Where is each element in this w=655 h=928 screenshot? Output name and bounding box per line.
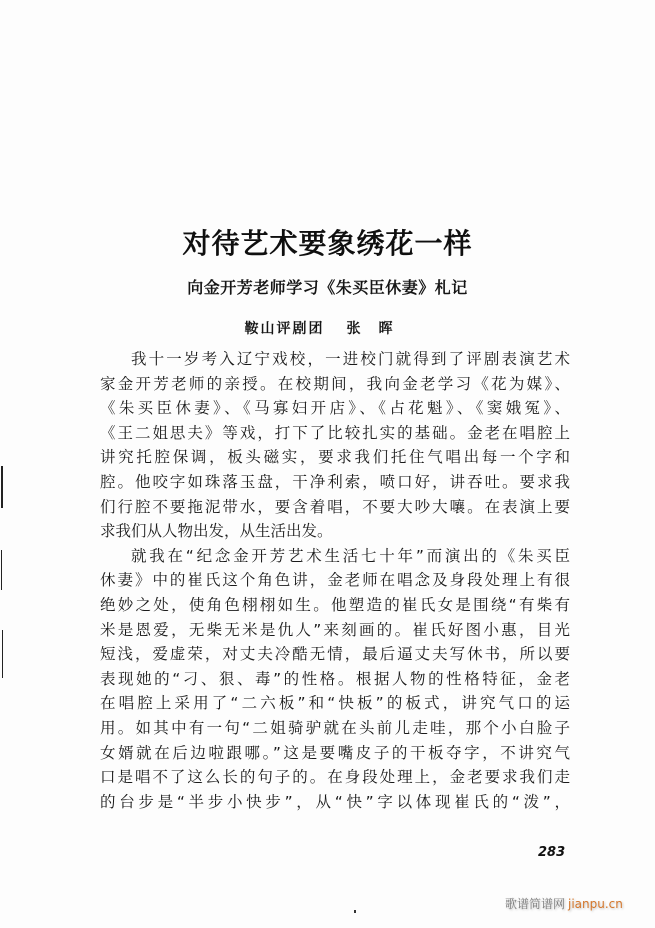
- scan-edge-mark: [2, 630, 3, 678]
- scan-speck: [354, 910, 356, 913]
- body-line: 家金开芳老师的亲授。在校期间，我向金老学习《花为媒》、: [100, 374, 570, 393]
- byline: [0, 318, 655, 338]
- body-line: 表现她的“刁、狠、毒”的性格。根据人物的性格特征，金老: [100, 669, 570, 688]
- scan-edge-mark: [1, 550, 2, 590]
- body-line: 求我们从人物出发，从生活出发。: [100, 522, 333, 541]
- body-line: 的台步是“半步小快步”，从“快”字以体现崔氏的“泼”，: [100, 792, 570, 811]
- body-line: 就我在“纪念金开芳艺术生活七十年”而演出的《朱买臣: [131, 546, 570, 565]
- watermark-site-name: 歌谱简谱网: [505, 897, 566, 911]
- body-line: 《王二姐思夫》等戏，打下了比较扎实的基础。金老在唱腔上: [100, 423, 570, 442]
- body-line: 腔。他咬字如珠落玉盘，干净利索，喷口好，讲吞吐。要求我: [100, 472, 570, 491]
- body-line: 米是恩爱，无柴无米是仇人”来刻画的。崔氏好图小惠，目光: [100, 620, 570, 639]
- watermark-url: jianpu.cn: [568, 897, 623, 911]
- author-organization: 鞍山评剧团: [244, 321, 325, 337]
- article-title: 对待艺术要象绣花一样: [182, 227, 473, 260]
- body-line: 短浅，爱虚荣，对丈夫冷酷无情，最后逼丈夫写休书，所以要: [100, 645, 570, 664]
- body-line: 绝妙之处，使角色栩栩如生。他塑造的崔氏女是围绕“有柴有: [100, 595, 570, 614]
- body-line: 在唱腔上采用了“二六板”和“快板”的板式，讲究气口的运: [100, 694, 570, 713]
- body-line: 我十一岁考入辽宁戏校，一进校门就得到了评剧表演艺术: [131, 350, 570, 368]
- body-line: 讲究托腔保调，板头磁实，要求我们托住气唱出每一个字和: [100, 448, 570, 467]
- author-name: 张晖: [346, 321, 411, 337]
- page-number: 283: [538, 845, 566, 860]
- body-line: 们行腔不要拖泥带水，要含着唱，不要大吵大嚷。在表演上要: [100, 497, 570, 516]
- scan-edge-mark: [1, 466, 3, 508]
- body-line: 女婿就在后边啦跟哪。”这是要嘴皮子的干板夺字，不讲究气: [100, 743, 570, 762]
- site-watermark: [505, 895, 623, 912]
- body-line: 用。如其中有一句“二姐骑驴就在头前儿走哇，那个小白脸子: [100, 718, 570, 737]
- body-line: 口是唱不了这么长的句子的。在身段处理上，金老要求我们走: [100, 768, 570, 787]
- article-body: [100, 347, 570, 814]
- body-line: 《朱买臣休妻》、《马寡妇开店》、《占花魁》、《窦娥冤》、: [100, 399, 570, 418]
- article-subtitle: 向金开芳老师学习《朱买臣休妻》札记: [187, 278, 468, 297]
- body-line: 休妻》中的崔氏这个角色讲，金老师在唱念及身段处理上有很: [100, 571, 570, 590]
